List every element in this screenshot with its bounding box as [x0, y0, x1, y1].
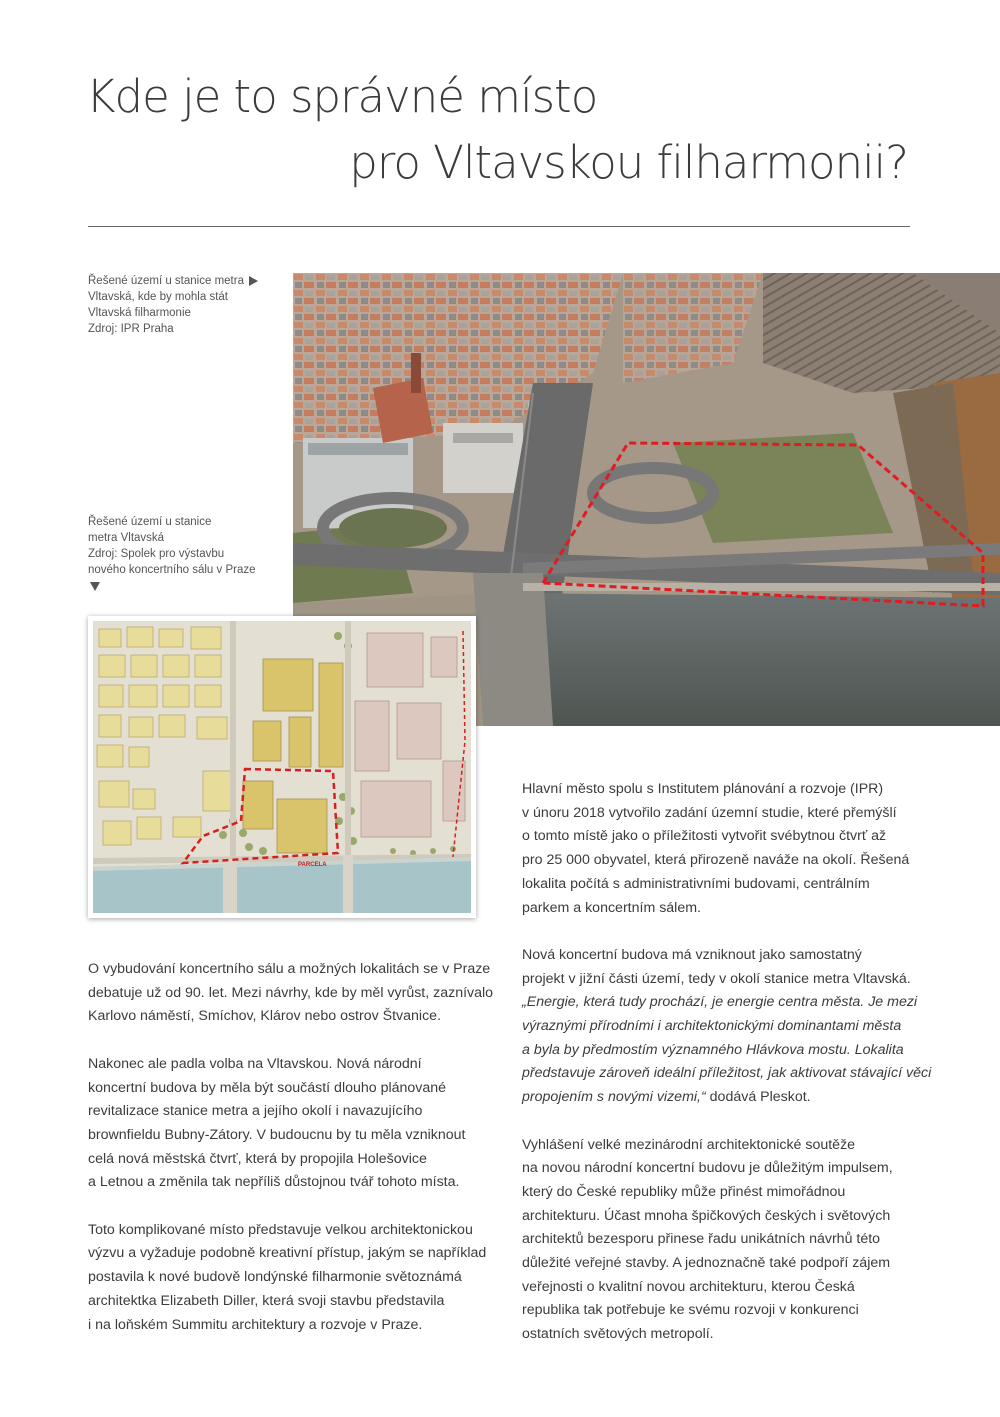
attribution: dodává Pleskot. [705, 1089, 811, 1106]
arrow-down-icon [90, 582, 100, 591]
text-line: architektka Elizabeth Diller, která svoji stavbu představila [88, 1292, 445, 1309]
text-line: parkem a koncertním sálem. [522, 899, 701, 916]
text-line: debatuje už od 90. let. Mezi návrhy, kde by měl vyrůst, zaznívalo [88, 984, 494, 1001]
text-line: veřejnosti o kvalitní novou architekturu, kterou Česká [522, 1278, 855, 1295]
caption-line: Řešené území u stanice metra [88, 275, 244, 287]
left-column-text [88, 958, 494, 1361]
page-title-line-2: pro Vltavskou filharmonii? [349, 136, 908, 189]
aerial-photo-caption [88, 273, 268, 337]
paragraph-with-quote [522, 944, 932, 1110]
parcela-label: PARCELA [298, 862, 327, 868]
text-line: který do České republiky může přinést mimořádnou [522, 1183, 846, 1200]
paragraph [522, 1134, 922, 1347]
quote-text: a byla by předmostím významného Hlávkova mostu. Lokalita [522, 1041, 904, 1058]
site-plan-map [93, 621, 471, 913]
text-line: důležité veřejné stavby. A jednoznačně také podpoří zájem [522, 1255, 891, 1272]
caption-line: Zdroj: IPR Praha [88, 323, 174, 335]
paragraph [88, 958, 494, 1029]
text-line: v únoru 2018 vytvořilo zadání územní studie, které přemýšlí [522, 804, 897, 821]
text-line: lokalita počítá s administrativními budovami, centrálním [522, 875, 870, 892]
right-column-text [522, 778, 932, 1371]
text-line: Karlovo náměstí, Smíchov, Klárov nebo ostrov Štvanice. [88, 1008, 442, 1025]
page-title-line-1: Kde je to správné místo [86, 70, 598, 123]
text-line: ostatních světových metropolí. [522, 1326, 714, 1343]
quote-text: propojením s novými vizemi,“ [522, 1089, 706, 1106]
plan-caption [88, 514, 278, 578]
text-line: celá nová městská čtvrť, která by propojila Holešovice [88, 1150, 427, 1167]
text-line: koncertní budova by měla být součástí dlouho plánované [88, 1079, 447, 1096]
text-line: architekturu. Účast mnoha špičkových českých i světových [522, 1207, 891, 1224]
text-line: výzvu a vyžaduje podobně kreativní přístup, jakým se například [88, 1245, 487, 1262]
quote-line [522, 1086, 922, 1110]
quote-text: výraznými přírodními i architektonickými dominantami města [522, 1018, 902, 1035]
text-line: o tomto místě jako o příležitosti vytvořit svébytnou čtvrť až [522, 828, 887, 845]
text-line: revitalizace stanice metra a jejího okolí i navazujícího [88, 1103, 423, 1120]
quote-text: představuje zároveň ideální příležitost, jak aktivovat stávající věci [522, 1065, 932, 1082]
quote-line [522, 1039, 922, 1063]
caption-line: Řešené území u stanice [88, 516, 212, 528]
text-line: brownfieldu Bubny-Zátory. V budoucnu by tu měla vzniknout [88, 1126, 466, 1143]
text-line: Hlavní město spolu s Institutem plánování a rozvoje (IPR) [522, 781, 884, 797]
caption-line: Zdroj: Spolek pro výstavbu [88, 548, 225, 560]
quote-line [522, 1015, 922, 1039]
caption-line: metra Vltavská [88, 532, 165, 544]
text-line: na novou národní koncertní budovu je důležitým impulsem, [522, 1160, 893, 1177]
text-line: i na loňském Summitu architektury a rozvoje v Praze. [88, 1316, 423, 1333]
text-line: Vyhlášení velké mezinárodní architektonické soutěže [522, 1136, 856, 1153]
text-line: republika tak potřebuje ke svému rozvoji v konkurenci [522, 1302, 859, 1319]
text-line: pro 25 000 obyvatel, která přirozeně naváže na okolí. Řešená [522, 852, 910, 869]
text-line: a Letnou a změnila tak nepříliš důstojnou tvář tohoto místa. [88, 1174, 460, 1191]
paragraph [88, 1053, 488, 1195]
quote-line [522, 991, 922, 1015]
quote-text: „Energie, která tudy prochází, je energie centra města. Je mezi [522, 994, 918, 1011]
text-line: postavila k nové budově londýnské filharmonie světoznámá [88, 1269, 462, 1286]
text-line: projekt v jižní části území, tedy v okolí stanice metra Vltavská. [522, 970, 911, 987]
caption-line: Vltavská filharmonie [88, 307, 191, 319]
paragraph [522, 778, 922, 920]
text-line: Nakonec ale padla volba na Vltavskou. Nová národní [88, 1055, 422, 1072]
title-divider [88, 226, 910, 227]
text-line: O vybudování koncertního sálu a možných lokalitách se v Praze [88, 961, 491, 977]
paragraph [88, 1219, 488, 1338]
text-line: architektů bezesporu přinese řadu unikátních návrhů této [522, 1231, 881, 1248]
text-line: Nová koncertní budova má vzniknout jako samostatný [522, 946, 862, 963]
site-plan-frame [88, 616, 476, 918]
caption-line: nového koncertního sálu v Praze [88, 564, 256, 576]
text-line: Toto komplikované místo představuje velkou architektonickou [88, 1221, 473, 1238]
caption-line: Vltavská, kde by mohla stát [88, 291, 228, 303]
arrow-right-icon [249, 276, 258, 286]
quote-line [522, 1062, 932, 1086]
